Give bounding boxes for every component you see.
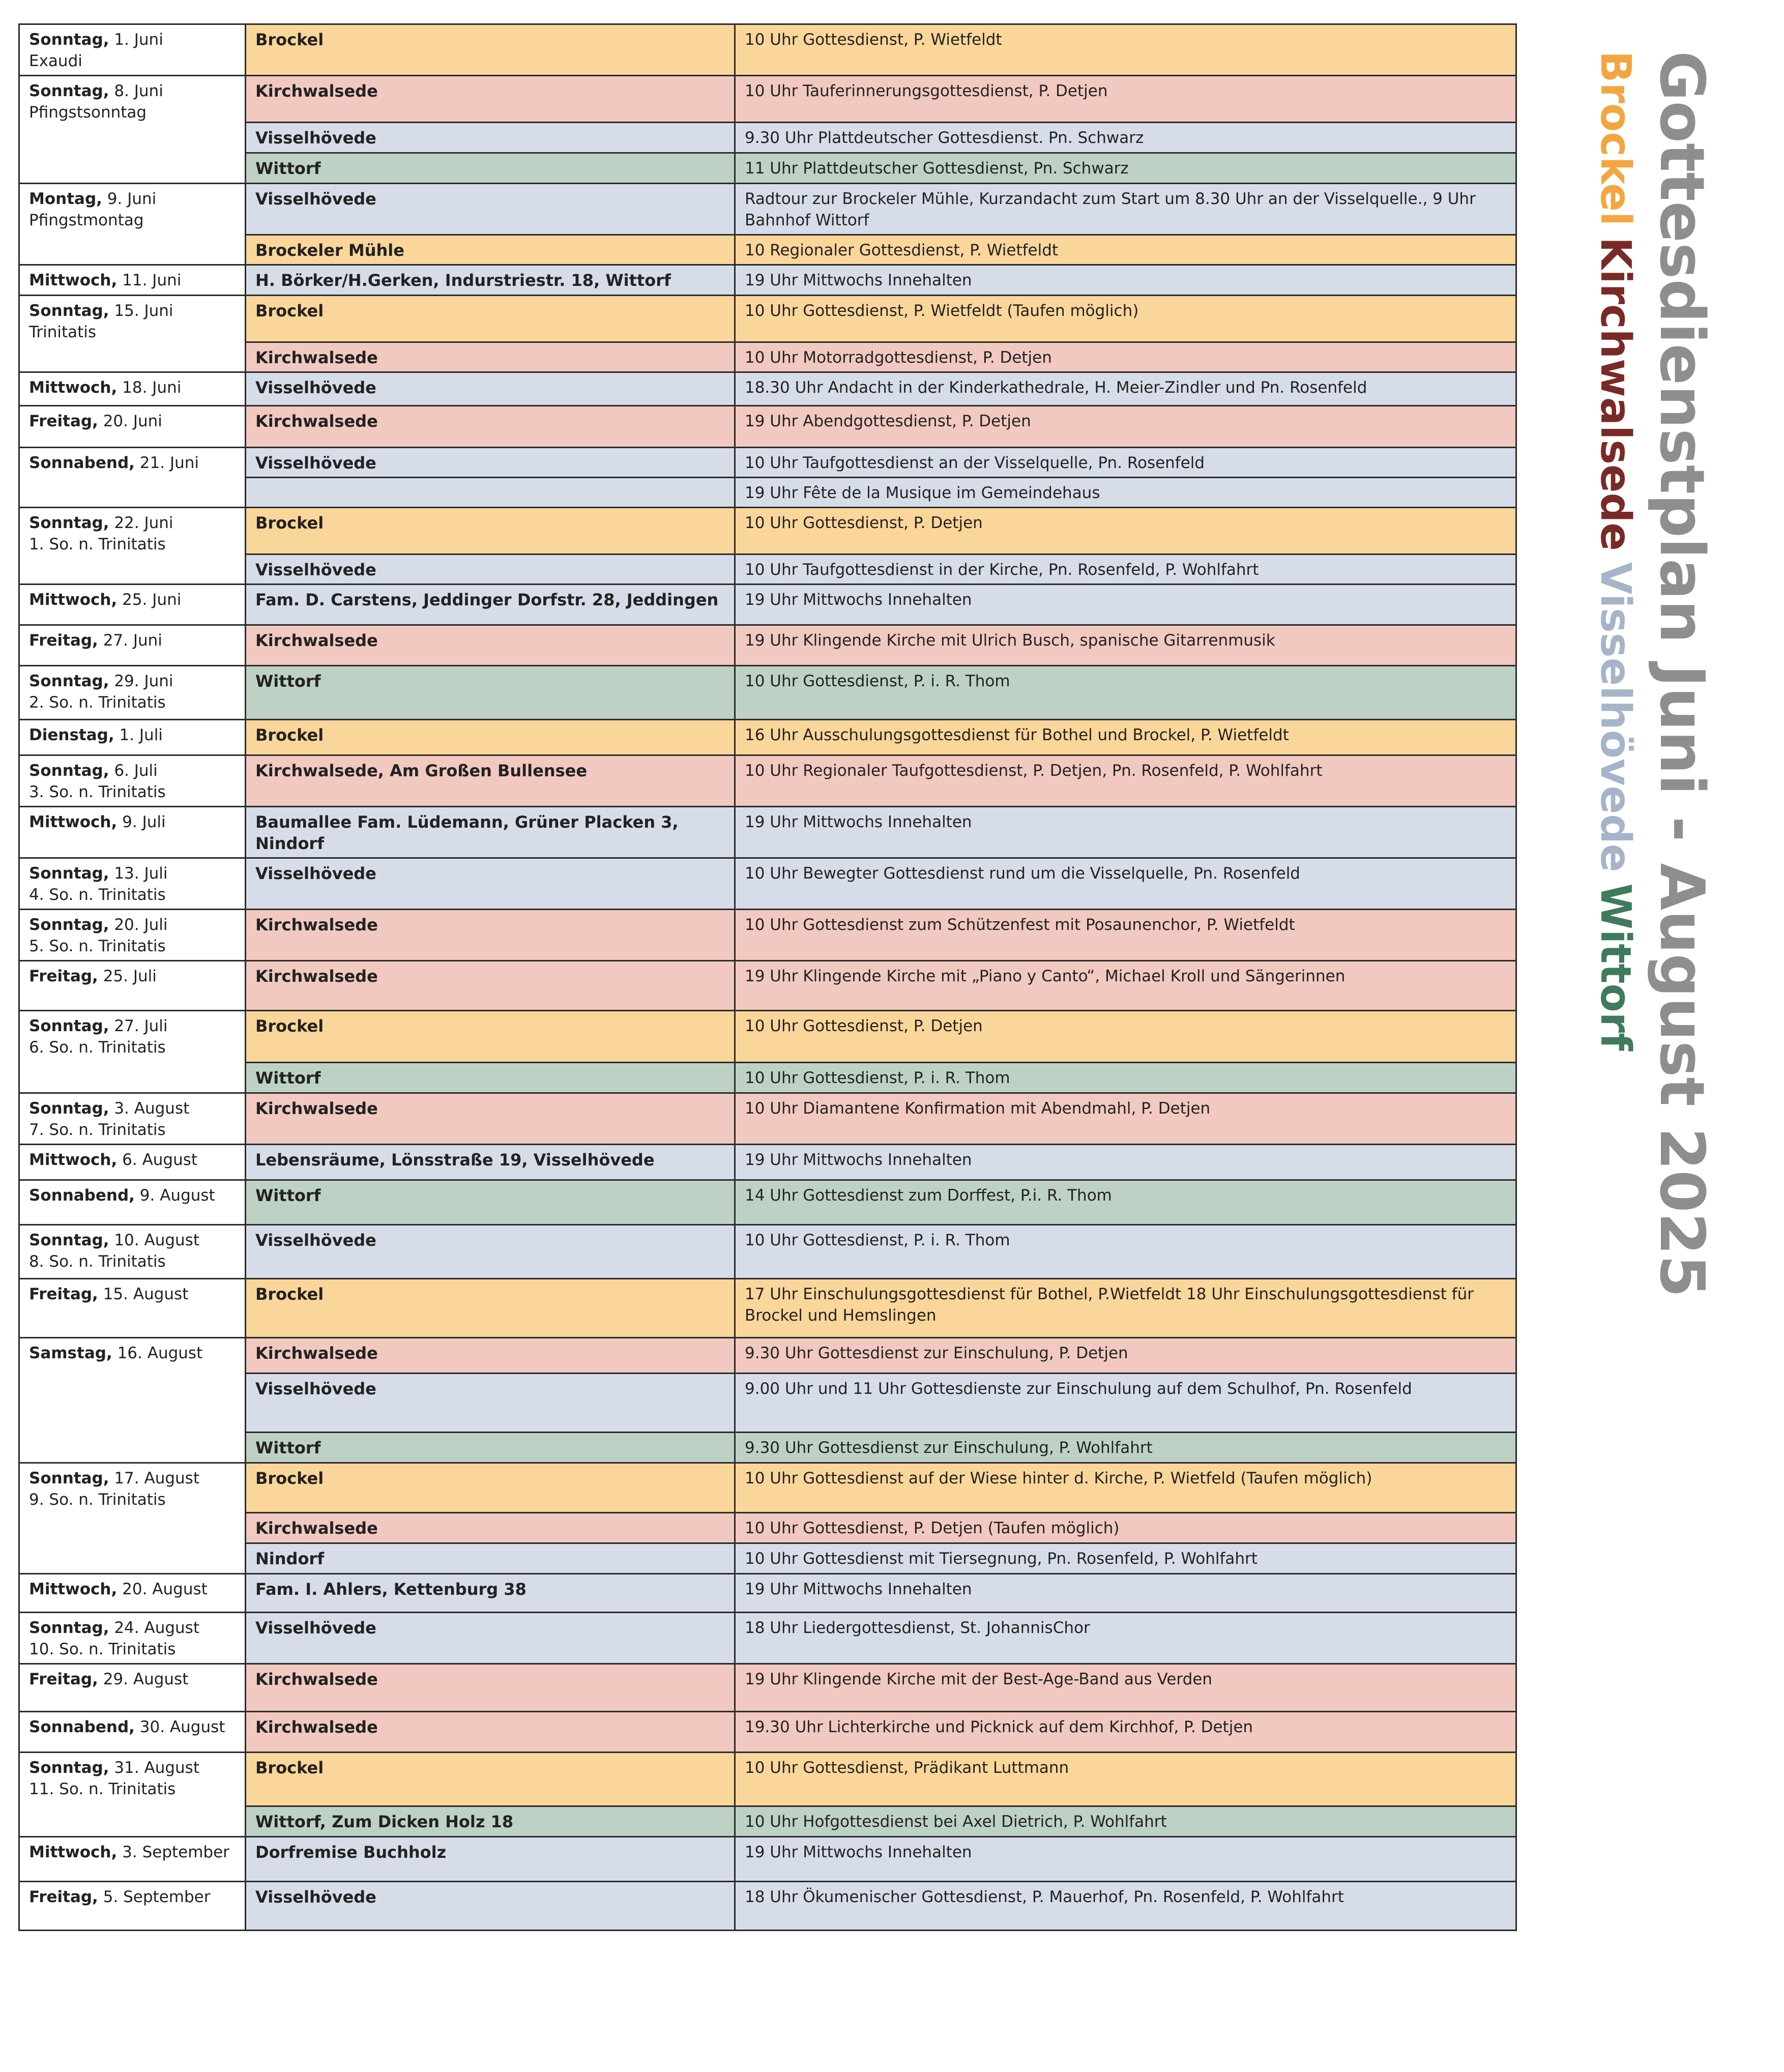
date-label: 6. August <box>122 1151 198 1169</box>
weekday: Sonnabend, <box>29 1718 135 1736</box>
event-cell: 19 Uhr Klingende Kirche mit Ulrich Busch, spanische Gitarrenmusik <box>735 625 1516 666</box>
table-row <box>19 910 1516 961</box>
date-cell <box>19 1712 246 1753</box>
place-cell: Visselhövede <box>246 123 735 153</box>
event-cell: 10 Uhr Gottesdienst auf der Wiese hinter d. Kirche, P. Wietfeld (Taufen möglich) <box>735 1463 1516 1513</box>
event-cell: 10 Uhr Gottesdienst, P. Wietfeldt <box>735 24 1516 76</box>
table-row <box>19 76 1516 123</box>
table-row <box>19 1279 1516 1338</box>
liturgical-day: 8. So. n. Trinitatis <box>29 1252 166 1271</box>
date-label: 31. August <box>114 1759 199 1777</box>
place-cell: Kirchwalsede <box>246 1513 735 1543</box>
event-cell: 10 Uhr Gottesdienst, P. Detjen <box>735 1011 1516 1063</box>
date-cell <box>19 1338 246 1463</box>
event-cell: 19 Uhr Klingende Kirche mit der Best-Age-Band aus Verden <box>735 1664 1516 1712</box>
date-cell <box>19 448 246 508</box>
date-label: 8. Juni <box>114 82 163 100</box>
place-cell: Wittorf <box>246 1063 735 1093</box>
event-cell: 18.30 Uhr Andacht in der Kinderkathedrale, H. Meier-Zindler und Pn. Rosenfeld <box>735 372 1516 406</box>
table-row <box>19 1225 1516 1279</box>
liturgical-day: 3. So. n. Trinitatis <box>29 783 166 801</box>
date-label: 5. September <box>103 1888 211 1906</box>
date-cell <box>19 508 246 585</box>
schedule-body <box>19 24 1516 1931</box>
event-cell: 16 Uhr Ausschulungsgottesdienst für Bothel und Brockel, P. Wietfeldt <box>735 720 1516 755</box>
event-cell: 19 Uhr Mittwochs Innehalten <box>735 1574 1516 1613</box>
event-cell: 10 Uhr Taufgottesdienst in der Kirche, Pn. Rosenfeld, P. Wohlfahrt <box>735 555 1516 585</box>
date-cell <box>19 1664 246 1712</box>
date-cell <box>19 807 246 858</box>
date-cell <box>19 585 246 625</box>
event-cell: 18 Uhr Ökumenischer Gottesdienst, P. Mauerhof, Pn. Rosenfeld, P. Wohlfahrt <box>735 1882 1516 1931</box>
place-cell: Fam. I. Ahlers, Kettenburg 38 <box>246 1574 735 1613</box>
date-label: 17. August <box>114 1469 199 1487</box>
table-row <box>19 1664 1516 1712</box>
place-cell: Visselhövede <box>246 1374 735 1433</box>
weekday: Sonnabend, <box>29 454 135 472</box>
event-cell: 10 Uhr Diamantene Konfirmation mit Abendmahl, P. Detjen <box>735 1093 1516 1145</box>
event-cell: 10 Uhr Gottesdienst mit Tiersegnung, Pn. Rosenfeld, P. Wohlfahrt <box>735 1543 1516 1574</box>
place-cell: Dorfremise Buchholz <box>246 1837 735 1882</box>
place-cell: Brockel <box>246 508 735 555</box>
weekday: Freitag, <box>29 1285 98 1303</box>
place-cell: Fam. D. Carstens, Jeddinger Dorfstr. 28, Jeddingen <box>246 585 735 625</box>
weekday: Mittwoch, <box>29 591 118 609</box>
place-cell: Wittorf <box>246 666 735 720</box>
table-row <box>19 184 1516 235</box>
weekday: Sonntag, <box>29 302 109 320</box>
liturgical-day: Trinitatis <box>29 323 97 341</box>
parish-legend <box>1587 51 1643 1298</box>
event-cell: 9.30 Uhr Plattdeutscher Gottesdienst. Pn. Schwarz <box>735 123 1516 153</box>
table-row <box>19 961 1516 1011</box>
table-row <box>19 1712 1516 1753</box>
table-row <box>19 755 1516 807</box>
table-row <box>19 1837 1516 1882</box>
date-label: 29. August <box>103 1670 189 1688</box>
date-cell <box>19 76 246 184</box>
date-label: 15. August <box>103 1285 189 1303</box>
place-cell <box>246 478 735 508</box>
table-row <box>19 858 1516 910</box>
date-cell <box>19 24 246 76</box>
table-row <box>19 1180 1516 1225</box>
place-cell: Wittorf <box>246 1433 735 1463</box>
liturgical-day: 6. So. n. Trinitatis <box>29 1038 166 1057</box>
legend-item: Brockel <box>1591 51 1640 226</box>
date-cell <box>19 184 246 265</box>
event-cell: 10 Uhr Bewegter Gottesdienst rund um die Visselquelle, Pn. Rosenfeld <box>735 858 1516 910</box>
weekday: Sonntag, <box>29 1619 109 1637</box>
date-cell <box>19 296 246 372</box>
date-label: 13. Juli <box>114 864 168 883</box>
place-cell: Visselhövede <box>246 372 735 406</box>
date-cell <box>19 1882 246 1931</box>
event-cell: Radtour zur Brockeler Mühle, Kurzandacht zum Start um 8.30 Uhr an der Visselquelle., 9 Uhr Bahnhof Wittorf <box>735 184 1516 235</box>
weekday: Sonntag, <box>29 1099 109 1118</box>
weekday: Sonntag, <box>29 1017 109 1035</box>
date-cell <box>19 666 246 720</box>
date-label: 21. Juni <box>139 454 199 472</box>
table-row <box>19 448 1516 478</box>
liturgical-day: 10. So. n. Trinitatis <box>29 1640 176 1658</box>
legend-item: Kirchwalsede <box>1591 237 1640 551</box>
table-row <box>19 1753 1516 1806</box>
event-cell: 10 Uhr Regionaler Taufgottesdienst, P. Detjen, Pn. Rosenfeld, P. Wohlfahrt <box>735 755 1516 807</box>
event-cell: 9.30 Uhr Gottesdienst zur Einschulung, P. Wohlfahrt <box>735 1433 1516 1463</box>
place-cell: Kirchwalsede <box>246 342 735 372</box>
date-cell <box>19 755 246 807</box>
event-cell: 10 Uhr Gottesdienst, P. i. R. Thom <box>735 1063 1516 1093</box>
date-label: 6. Juli <box>114 762 158 780</box>
event-cell: 9.00 Uhr und 11 Uhr Gottesdienste zur Einschulung auf dem Schulhof, Pn. Rosenfeld <box>735 1374 1516 1433</box>
legend-item: Wittorf <box>1591 883 1640 1051</box>
place-cell: Kirchwalsede <box>246 406 735 448</box>
date-cell <box>19 406 246 448</box>
event-cell: 17 Uhr Einschulungsgottesdienst für Bothel, P.Wietfeldt 18 Uhr Einschulungsgottesdienst für Brockel und Hemslingen <box>735 1279 1516 1338</box>
table-row <box>19 508 1516 555</box>
date-cell <box>19 720 246 755</box>
table-row <box>19 1145 1516 1180</box>
event-cell: 10 Uhr Gottesdienst, P. Detjen (Taufen möglich) <box>735 1513 1516 1543</box>
place-cell: Kirchwalsede <box>246 76 735 123</box>
weekday: Dienstag, <box>29 726 114 744</box>
date-label: 30. August <box>139 1718 225 1736</box>
weekday: Sonntag, <box>29 672 109 690</box>
date-cell <box>19 910 246 961</box>
table-row <box>19 1338 1516 1374</box>
table-row <box>19 24 1516 76</box>
place-cell: Kirchwalsede <box>246 910 735 961</box>
weekday: Freitag, <box>29 1888 98 1906</box>
date-cell <box>19 372 246 406</box>
place-cell: Nindorf <box>246 1543 735 1574</box>
place-cell: Brockel <box>246 1011 735 1063</box>
table-row <box>19 296 1516 342</box>
weekday: Sonntag, <box>29 762 109 780</box>
weekday: Sonntag, <box>29 864 109 883</box>
event-cell: 10 Uhr Motorradgottesdienst, P. Detjen <box>735 342 1516 372</box>
place-cell: Kirchwalsede, Am Großen Bullensee <box>246 755 735 807</box>
event-cell: 10 Regionaler Gottesdienst, P. Wietfeldt <box>735 235 1516 265</box>
place-cell: Kirchwalsede <box>246 1664 735 1712</box>
date-cell <box>19 1180 246 1225</box>
event-cell: 19 Uhr Mittwochs Innehalten <box>735 1145 1516 1180</box>
weekday: Sonntag, <box>29 916 109 934</box>
event-cell: 10 Uhr Gottesdienst, P. i. R. Thom <box>735 1225 1516 1279</box>
weekday: Sonntag, <box>29 1231 109 1249</box>
event-cell: 19 Uhr Mittwochs Innehalten <box>735 1837 1516 1882</box>
place-cell: Kirchwalsede <box>246 1093 735 1145</box>
vertical-heading <box>1587 51 1719 1298</box>
event-cell: 11 Uhr Plattdeutscher Gottesdienst, Pn. Schwarz <box>735 153 1516 184</box>
liturgical-day: 5. So. n. Trinitatis <box>29 937 166 955</box>
event-cell: 10 Uhr Gottesdienst, P. i. R. Thom <box>735 666 1516 720</box>
weekday: Mittwoch, <box>29 1580 118 1598</box>
weekday: Mittwoch, <box>29 1843 118 1861</box>
event-cell: 10 Uhr Gottesdienst, P. Detjen <box>735 508 1516 555</box>
liturgical-day: Pfingstmontag <box>29 211 144 229</box>
place-cell: Brockeler Mühle <box>246 235 735 265</box>
date-cell <box>19 961 246 1011</box>
place-cell: Visselhövede <box>246 555 735 585</box>
date-label: 20. Juli <box>114 916 168 934</box>
date-label: 25. Juni <box>122 591 182 609</box>
date-cell <box>19 1093 246 1145</box>
date-cell <box>19 1753 246 1837</box>
date-label: 16. August <box>117 1344 203 1362</box>
event-cell: 10 Uhr Gottesdienst, Prädikant Luttmann <box>735 1753 1516 1806</box>
weekday: Samstag, <box>29 1344 112 1362</box>
table-row <box>19 1613 1516 1664</box>
event-cell: 10 Uhr Gottesdienst, P. Wietfeldt (Taufen möglich) <box>735 296 1516 342</box>
date-label: 25. Juli <box>103 967 157 985</box>
event-cell: 10 Uhr Taufgottesdienst an der Visselquelle, Pn. Rosenfeld <box>735 448 1516 478</box>
liturgical-day: 2. So. n. Trinitatis <box>29 693 166 712</box>
weekday: Freitag, <box>29 1670 98 1688</box>
table-row <box>19 1574 1516 1613</box>
table-row <box>19 666 1516 720</box>
date-label: 22. Juni <box>114 514 173 532</box>
legend-item: Visselhövede <box>1591 562 1640 872</box>
date-label: 24. August <box>114 1619 199 1637</box>
event-cell: 10 Uhr Hofgottesdienst bei Axel Dietrich, P. Wohlfahrt <box>735 1806 1516 1837</box>
place-cell: Wittorf <box>246 153 735 184</box>
date-label: 3. August <box>114 1099 190 1118</box>
date-label: 1. Juli <box>119 726 163 744</box>
place-cell: Brockel <box>246 1753 735 1806</box>
date-label: 3. September <box>122 1843 229 1861</box>
table-row <box>19 406 1516 448</box>
date-label: 10. August <box>114 1231 199 1249</box>
weekday: Sonntag, <box>29 1759 109 1777</box>
table-row <box>19 1882 1516 1931</box>
place-cell: Baumallee Fam. Lüdemann, Grüner Placken 3, Nindorf <box>246 807 735 858</box>
place-cell: Brockel <box>246 720 735 755</box>
event-cell: 19 Uhr Klingende Kirche mit „Piano y Canto“, Michael Kroll und Sängerinnen <box>735 961 1516 1011</box>
weekday: Sonntag, <box>29 31 109 49</box>
place-cell: Visselhövede <box>246 448 735 478</box>
table-row <box>19 807 1516 858</box>
date-cell <box>19 1225 246 1279</box>
liturgical-day: 11. So. n. Trinitatis <box>29 1780 176 1798</box>
date-label: 15. Juni <box>114 302 173 320</box>
table-row <box>19 585 1516 625</box>
place-cell: Kirchwalsede <box>246 625 735 666</box>
liturgical-day: 7. So. n. Trinitatis <box>29 1121 166 1139</box>
weekday: Mittwoch, <box>29 813 118 831</box>
service-schedule-table <box>18 23 1517 1931</box>
date-cell <box>19 1613 246 1664</box>
weekday: Mittwoch, <box>29 271 118 289</box>
place-cell: Brockel <box>246 24 735 76</box>
weekday: Mittwoch, <box>29 1151 118 1169</box>
liturgical-day: 1. So. n. Trinitatis <box>29 535 166 553</box>
liturgical-day: 9. So. n. Trinitatis <box>29 1491 166 1509</box>
date-cell <box>19 1574 246 1613</box>
date-label: 9. Juli <box>122 813 166 831</box>
place-cell: Kirchwalsede <box>246 961 735 1011</box>
table-row <box>19 625 1516 666</box>
event-cell: 9.30 Uhr Gottesdienst zur Einschulung, P. Detjen <box>735 1338 1516 1374</box>
place-cell: Visselhövede <box>246 1613 735 1664</box>
event-cell: 19 Uhr Fête de la Musique im Gemeindehaus <box>735 478 1516 508</box>
date-cell <box>19 1145 246 1180</box>
place-cell: Lebensräume, Lönsstraße 19, Visselhövede <box>246 1145 735 1180</box>
date-label: 1. Juni <box>114 31 163 49</box>
page-title: Gottesdienstplan Juni - August 2025 <box>1646 51 1717 1298</box>
weekday: Sonntag, <box>29 82 109 100</box>
date-cell <box>19 1011 246 1093</box>
weekday: Sonntag, <box>29 1469 109 1487</box>
date-label: 20. Juni <box>103 412 162 430</box>
weekday: Freitag, <box>29 631 98 650</box>
event-cell: 19 Uhr Mittwochs Innehalten <box>735 585 1516 625</box>
date-cell <box>19 858 246 910</box>
event-cell: 19 Uhr Abendgottesdienst, P. Detjen <box>735 406 1516 448</box>
liturgical-day: Pfingstsonntag <box>29 103 147 122</box>
weekday: Sonnabend, <box>29 1186 135 1205</box>
place-cell: Visselhövede <box>246 1225 735 1279</box>
table-row <box>19 1011 1516 1063</box>
event-cell: 14 Uhr Gottesdienst zum Dorffest, P.i. R. Thom <box>735 1180 1516 1225</box>
table-row <box>19 265 1516 296</box>
weekday: Mittwoch, <box>29 378 118 397</box>
date-cell <box>19 1837 246 1882</box>
date-cell <box>19 1279 246 1338</box>
place-cell: Wittorf, Zum Dicken Holz 18 <box>246 1806 735 1837</box>
event-cell: 19.30 Uhr Lichterkirche und Picknick auf dem Kirchhof, P. Detjen <box>735 1712 1516 1753</box>
place-cell: Wittorf <box>246 1180 735 1225</box>
place-cell: Kirchwalsede <box>246 1712 735 1753</box>
table-row <box>19 1463 1516 1513</box>
date-label: 29. Juni <box>114 672 173 690</box>
event-cell: 10 Uhr Tauferinnerungsgottesdienst, P. Detjen <box>735 76 1516 123</box>
date-label: 11. Juni <box>122 271 182 289</box>
place-cell: Brockel <box>246 296 735 342</box>
date-cell <box>19 265 246 296</box>
date-label: 27. Juni <box>103 631 162 650</box>
weekday: Montag, <box>29 190 102 208</box>
liturgical-day: Exaudi <box>29 52 82 70</box>
liturgical-day: 4. So. n. Trinitatis <box>29 886 166 904</box>
date-cell <box>19 625 246 666</box>
date-label: 9. August <box>139 1186 215 1205</box>
date-cell <box>19 1463 246 1574</box>
weekday: Freitag, <box>29 412 98 430</box>
place-cell: Brockel <box>246 1279 735 1338</box>
event-cell: 19 Uhr Mittwochs Innehalten <box>735 265 1516 296</box>
event-cell: 10 Uhr Gottesdienst zum Schützenfest mit Posaunenchor, P. Wietfeldt <box>735 910 1516 961</box>
place-cell: Visselhövede <box>246 1882 735 1931</box>
place-cell: Visselhövede <box>246 184 735 235</box>
place-cell: Visselhövede <box>246 858 735 910</box>
event-cell: 18 Uhr Liedergottesdienst, St. JohannisChor <box>735 1613 1516 1664</box>
date-label: 27. Juli <box>114 1017 168 1035</box>
weekday: Freitag, <box>29 967 98 985</box>
place-cell: Brockel <box>246 1463 735 1513</box>
event-cell: 19 Uhr Mittwochs Innehalten <box>735 807 1516 858</box>
place-cell: H. Börker/H.Gerken, Indurstriestr. 18, Wittorf <box>246 265 735 296</box>
date-label: 9. Juni <box>107 190 157 208</box>
table-row <box>19 372 1516 406</box>
table-row <box>19 1093 1516 1145</box>
date-label: 18. Juni <box>122 378 182 397</box>
weekday: Sonntag, <box>29 514 109 532</box>
place-cell: Kirchwalsede <box>246 1338 735 1374</box>
table-row <box>19 720 1516 755</box>
date-label: 20. August <box>122 1580 208 1598</box>
